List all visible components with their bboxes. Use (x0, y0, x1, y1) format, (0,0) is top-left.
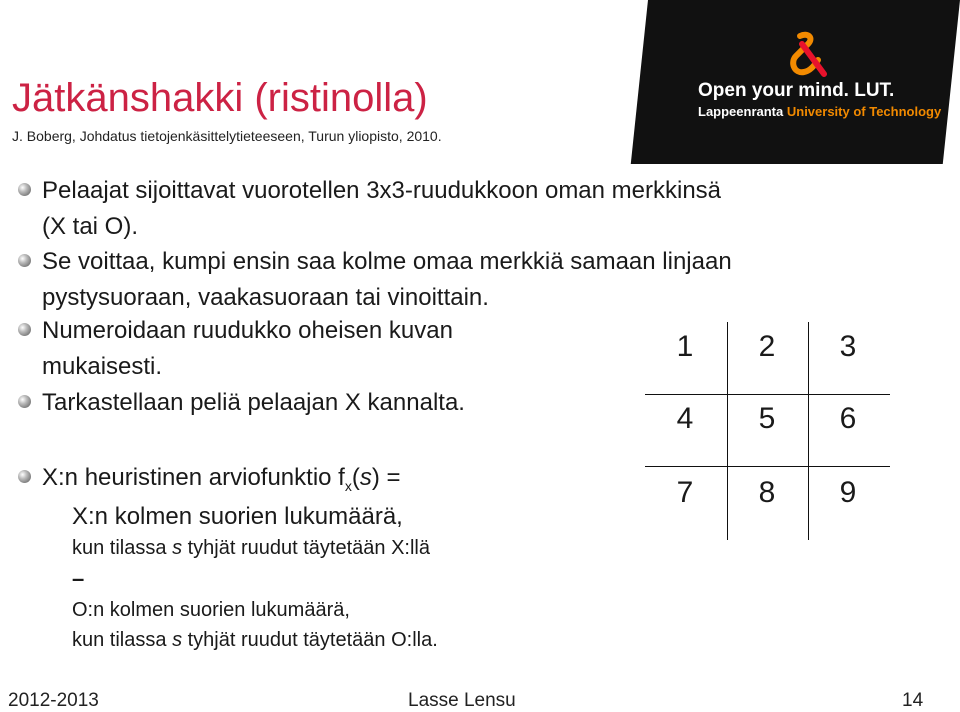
logo-university-city: Lappeenranta (698, 104, 787, 119)
heuristic-open: ( (351, 464, 360, 491)
bullet-icon (18, 470, 31, 483)
bullet-text-4: Tarkastellaan peliä pelaajan X kannalta. (42, 389, 465, 416)
footer-year: 2012-2013 (8, 690, 99, 711)
heuristic-subscript: x (344, 477, 352, 494)
o-condition-text (72, 630, 438, 650)
grid-line (645, 466, 890, 467)
bullet-text-3a: Numeroidaan ruudukko oheisen kuvan (42, 317, 453, 344)
page-number: 14 (902, 690, 924, 711)
bullet-text-1a: Pelaajat sijoittavat vuorotellen 3x3-ruudukkoon oman merkkinsä (42, 177, 722, 204)
ampersand-logo-icon (786, 30, 830, 78)
logo-university-name: University of Technology (786, 104, 942, 119)
bullet-item-4 (18, 385, 465, 421)
bullet-icon (18, 183, 31, 196)
o-cond-var: s (172, 629, 183, 651)
grid-line (645, 394, 890, 395)
bullet-icon (18, 254, 31, 267)
lut-logo (648, 0, 960, 164)
heuristic-var: s (359, 464, 372, 491)
heuristic-formula (42, 460, 401, 504)
logo-slogan: Open your mind. LUT. (698, 80, 895, 101)
slide-title: Jätkänshakki (ristinolla) (12, 76, 428, 120)
tic-tac-toe-grid (645, 322, 890, 540)
grid-cell-3: 3 (839, 330, 857, 363)
grid-cell-4: 4 (676, 402, 694, 435)
bullet-item-2 (18, 244, 732, 316)
bullet-icon (18, 395, 31, 408)
grid-cell-2: 2 (758, 330, 776, 363)
footer-author: Lasse Lensu (408, 690, 516, 711)
heuristic-prefix: X:n heuristinen arviofunktio f (42, 464, 345, 491)
grid-cell-9: 9 (839, 476, 857, 509)
bullet-item-1 (18, 173, 721, 245)
o-cond-post: tyhjät ruudut täytetään O:lla. (182, 629, 438, 651)
x-count-text: X:n kolmen suorien lukumäärä, (72, 503, 403, 530)
bullet-text-3b: mukaisesti. (42, 353, 163, 380)
x-condition-text (72, 538, 430, 558)
x-cond-post: tyhjät ruudut täytetään X:llä (182, 537, 430, 559)
bullet-text-2a: Se voittaa, kumpi ensin saa kolme omaa merkkiä samaan linjaan (42, 248, 732, 275)
grid-cell-7: 7 (676, 476, 694, 509)
minus-sign: – (72, 566, 85, 591)
o-count-text: O:n kolmen suorien lukumäärä, (72, 599, 350, 621)
logo-university (698, 104, 941, 119)
x-cond-pre: kun tilassa (72, 537, 173, 559)
o-cond-pre: kun tilassa (72, 629, 173, 651)
bullet-text-2b: pystysuoraan, vaakasuoraan tai vinoittain. (42, 284, 489, 311)
bullet-icon (18, 323, 31, 336)
grid-cell-6: 6 (839, 402, 857, 435)
grid-cell-1: 1 (676, 330, 694, 363)
heuristic-close: ) = (371, 464, 401, 491)
bullet-item-heuristic (18, 460, 401, 504)
grid-cell-5: 5 (758, 402, 776, 435)
x-cond-var: s (172, 537, 183, 559)
bullet-item-3 (18, 313, 453, 385)
grid-cell-8: 8 (758, 476, 776, 509)
bullet-text-1b: (X tai O). (42, 213, 139, 240)
slide-subtitle: J. Boberg, Johdatus tietojenkäsittelytieteeseen, Turun yliopisto, 2010. (12, 128, 442, 144)
